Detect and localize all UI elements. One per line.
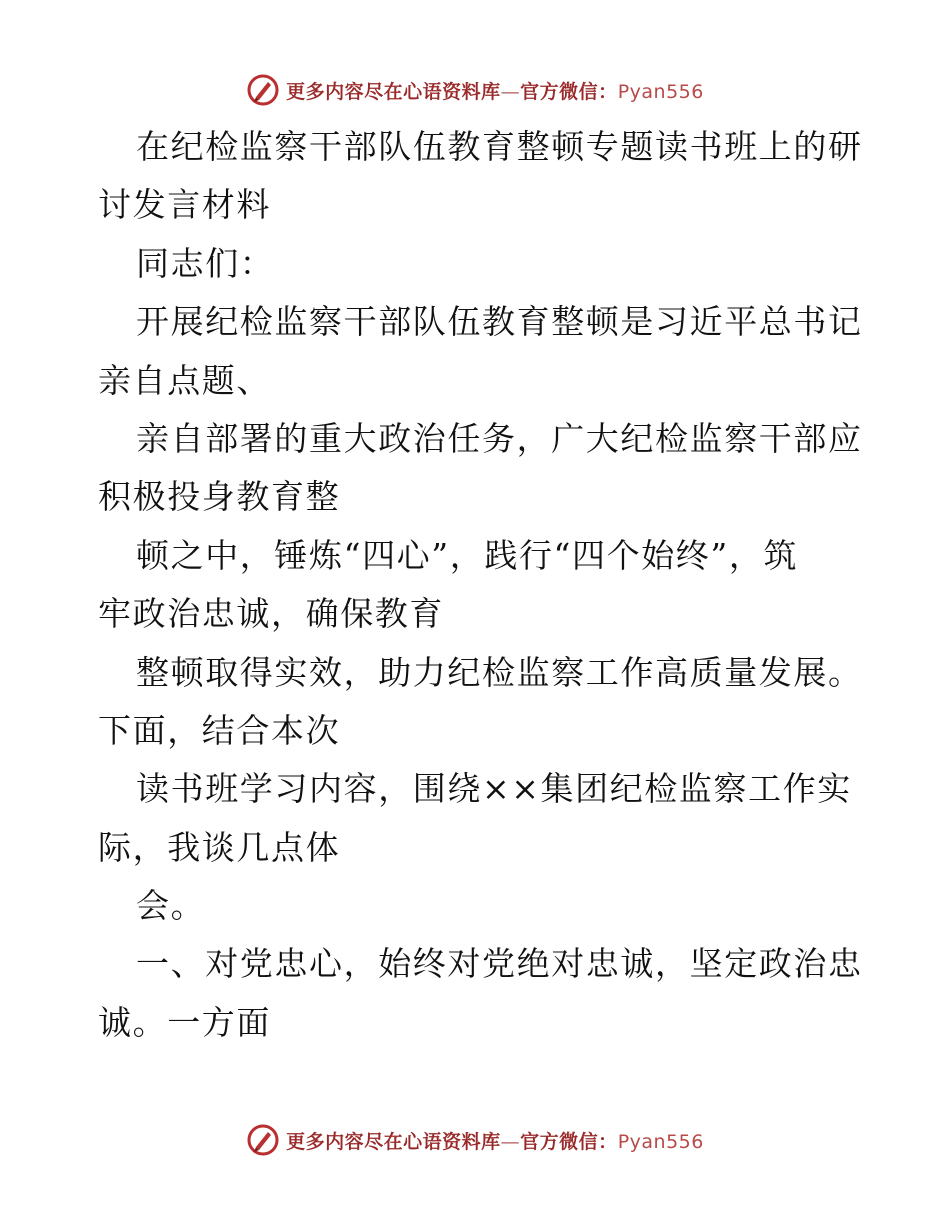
footer-watermark <box>0 1118 950 1162</box>
header-watermark <box>0 68 950 112</box>
watermark-dash: — <box>500 1130 521 1153</box>
text-line: 诚。一方面 <box>98 1002 271 1042</box>
document-body <box>98 118 863 1052</box>
text-line: 读书班学习内容，围绕××集团纪检监察工作实 <box>136 769 852 809</box>
watermark-brand: 更多内容尽在心语资料库 <box>286 1130 501 1153</box>
watermark-id: Pyan556 <box>617 80 704 103</box>
watermark-text <box>286 1127 704 1154</box>
text-line: 一、对党忠心，始终对党绝对忠诚，坚定政治忠 <box>136 944 863 984</box>
text-line: 开展纪检监察干部队伍教育整顿是习近平总书记 <box>136 302 863 342</box>
text-line: 际，我谈几点体 <box>98 827 341 867</box>
text-line: 亲自点题、 <box>98 360 271 400</box>
watermark-text <box>286 77 704 104</box>
text-line: 在纪检监察干部队伍教育整顿专题读书班上的研 <box>136 127 863 166</box>
watermark-label: 官方微信： <box>520 80 618 103</box>
text-line: 下面，结合本次 <box>98 710 341 750</box>
text-line: 整顿取得实效，助力纪检监察工作高质量发展。 <box>136 652 863 692</box>
text-line: 讨发言材料 <box>98 185 271 225</box>
text-line: 同志们： <box>136 243 275 283</box>
watermark-id: Pyan556 <box>617 1130 704 1153</box>
watermark-brand: 更多内容尽在心语资料库 <box>286 80 501 103</box>
watermark-dash: — <box>500 80 521 103</box>
pen-logo-icon <box>246 1123 280 1157</box>
pen-logo-icon <box>246 73 280 107</box>
text-line: 顿之中，锤炼“四心”，践行“四个始终”，筑 <box>136 535 799 575</box>
text-line: 积极投身教育整 <box>98 477 341 517</box>
text-line: 亲自部署的重大政治任务，广大纪检监察干部应 <box>136 418 863 458</box>
text-line: 牢政治忠诚，确保教育 <box>98 594 444 634</box>
text-line: 会。 <box>136 886 206 926</box>
watermark-label: 官方微信： <box>520 1130 618 1153</box>
